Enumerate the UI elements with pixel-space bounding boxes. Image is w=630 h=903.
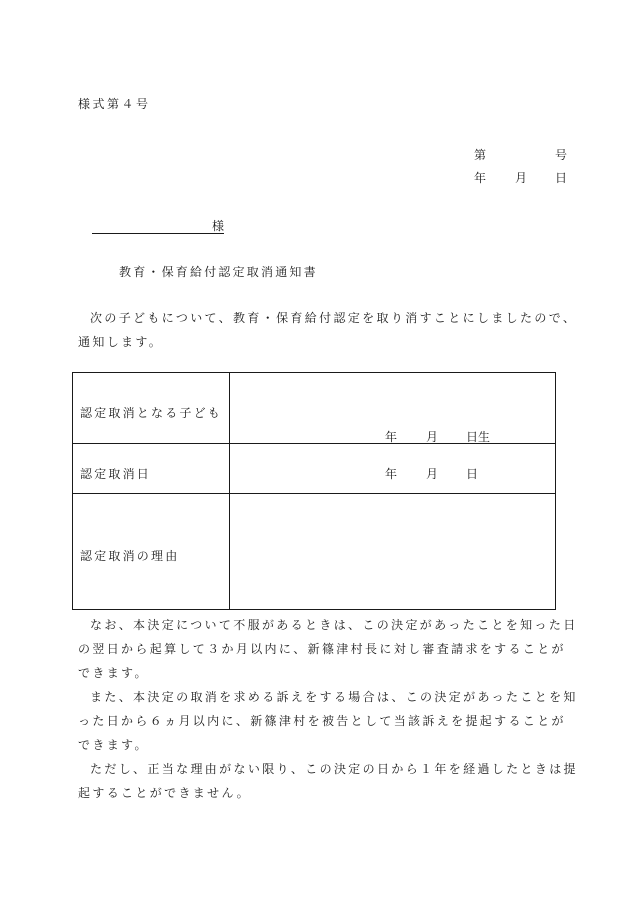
table-row-reason [73,493,555,609]
certification-table [72,372,556,610]
note-appeal: なお、本決定について不服があるときは、この決定があったことを知った日の翌日から起算して３か月以内に、新篠津村長に対し審査請求をすることができます。 [78,618,578,680]
birth-day: 日生 [466,430,491,444]
issue-date-day: 日 [555,171,568,185]
table-label-cancel-date: 認定取消日 [80,467,152,481]
birth-month: 月 [426,430,439,444]
cancel-date-month: 月 [426,467,439,481]
form-number: 様式第４号 [78,97,151,111]
issue-date-month: 月 [515,171,528,185]
table-column-divider [229,373,230,609]
intro-paragraph: 次の子どもについて、教育・保育給付認定を取り消すことにしましたので、通知します。 [78,311,578,349]
document-number-suffix: 号 [555,148,568,162]
issue-date-year: 年 [474,171,487,185]
addressee-name-line [92,233,212,234]
table-label-reason: 認定取消の理由 [80,549,180,563]
note-lawsuit: また、本決定の取消を求める訴えをする場合は、この決定があったことを知った日から６ヵ月以内に、新篠津村を被告として当該訴えを提起することができます。 [78,690,578,752]
table-row-child [73,373,555,443]
note-proviso: ただし、正当な理由がない限り、この決定の日から１年を経過したときは提起することができません。 [78,762,578,800]
birth-year: 年 [385,430,398,444]
document-title: 教育・保育給付認定取消通知書 [119,265,318,279]
notes-section [78,613,580,805]
cancel-date-year: 年 [385,467,398,481]
table-label-child: 認定取消となる子ども [80,406,223,420]
document-number-prefix: 第 [474,148,487,162]
addressee-honorific: 様 [212,219,225,233]
cancel-date-day: 日 [466,467,479,481]
table-row-cancel-date [73,443,555,494]
